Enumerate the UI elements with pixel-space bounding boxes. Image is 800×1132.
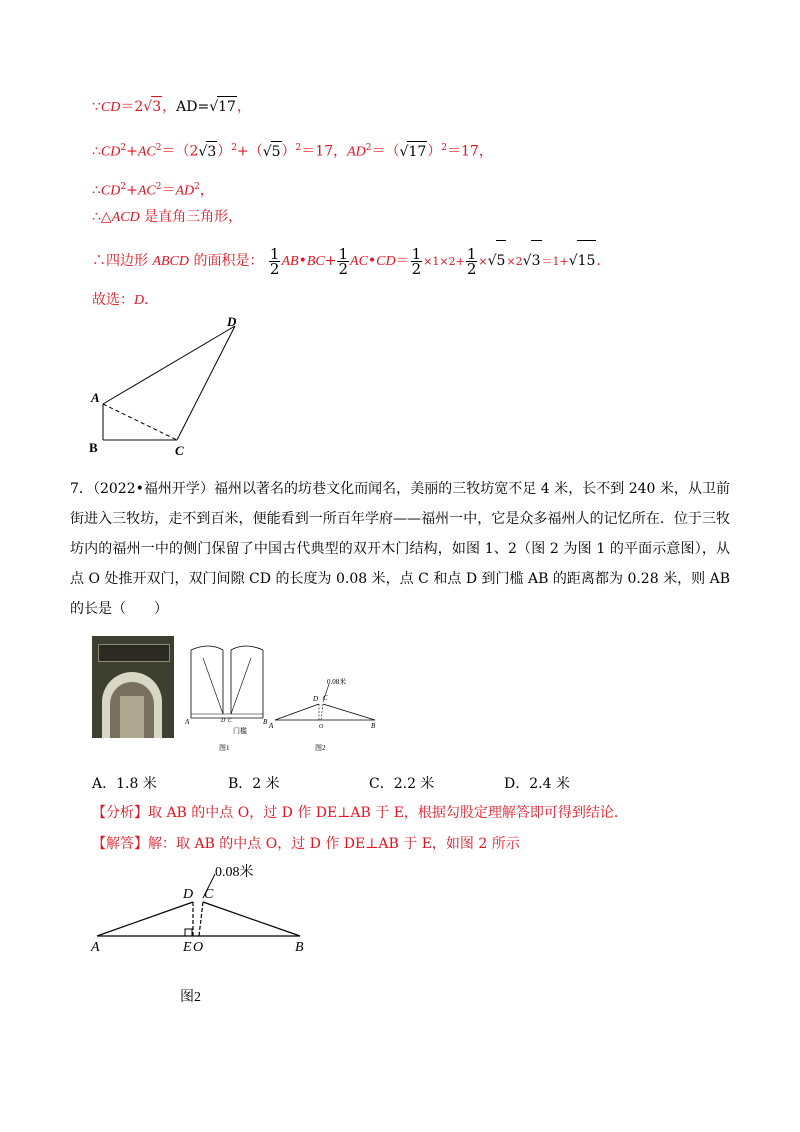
answer-choice: D — [134, 293, 145, 308]
plus: + — [324, 253, 337, 269]
period: ． — [596, 253, 611, 269]
var-ad: AD — [175, 183, 195, 199]
fig2-large-label-b: B — [295, 940, 304, 955]
quadrilateral-figure — [85, 312, 255, 462]
fraction-half: $\frac{1}{2}$ — [269, 244, 280, 278]
var-ac: AC — [350, 254, 368, 269]
sqrt-3: 3 — [151, 96, 162, 117]
sqrt-15: 15 — [577, 240, 597, 281]
times-expr: ×1×2+ — [423, 255, 465, 268]
var-ac: AC — [137, 144, 156, 160]
eq: ＝ — [395, 253, 410, 269]
fraction-half: $\frac{1}{2}$ — [338, 244, 349, 278]
fig2-small-label-d: D — [313, 695, 319, 703]
var-bc: BC — [306, 254, 325, 269]
answer-label: 故选： — [92, 292, 134, 308]
dot: • — [367, 253, 377, 269]
analysis-text: 取 AB 的中点 O，过 D 作 DE⊥AB 于 E，根据勾股定理解答即可得到结论． — [148, 805, 628, 821]
option-a[interactable]: A．1.8 米 — [92, 776, 157, 792]
plus: +（ — [236, 143, 263, 160]
fig1-label-d: D — [221, 718, 226, 724]
paren: ） — [427, 143, 442, 160]
var-cd: CD — [100, 144, 121, 160]
solution-text: 解：取 AB 的中点 O，过 D 作 DE⊥AB 于 E，如图 2 所示 — [148, 836, 520, 852]
var-cd: CD — [100, 100, 121, 115]
analysis-tag: 【分析】 — [92, 805, 148, 821]
dot: • — [298, 253, 307, 269]
times: × — [478, 255, 488, 268]
fig2-small-caption: 图2 — [315, 744, 326, 752]
option-d[interactable]: D．2.4 米 — [504, 776, 570, 792]
figure-1-small — [183, 640, 273, 755]
analysis-line — [92, 803, 628, 823]
result: ＝1+ — [541, 255, 569, 268]
var-ac: AC — [137, 183, 156, 199]
label-b: B — [89, 440, 98, 455]
fig2-small-label-b: B — [371, 722, 376, 730]
eq-17: ＝17， — [301, 143, 348, 160]
eq-17: ＝17， — [447, 143, 493, 160]
plus: + — [126, 143, 138, 160]
fig1-label-c: C — [228, 718, 233, 724]
plus: + — [126, 182, 138, 199]
solution-tag: 【解答】 — [92, 836, 148, 852]
right-triangle-text: 是直角三角形， — [139, 209, 243, 225]
gate-photo — [92, 636, 174, 738]
var-acd: ACD — [111, 210, 140, 225]
fig2-small-gap-label: 0.08米 — [327, 678, 347, 686]
var-cd: CD — [376, 254, 396, 269]
var-ab: AB — [281, 254, 299, 269]
label-a: A — [91, 390, 100, 405]
fig2-large-label-a: A — [91, 940, 100, 955]
square: 2 — [120, 143, 127, 153]
area-prefix: ∴四边形 — [92, 253, 153, 269]
fig2-large-label-c: C — [204, 887, 214, 902]
period: ． — [144, 292, 159, 308]
solution-line-2: $\therefore CD^2+AC^2=(2√3)^2+(√5)^2=17$，$AD^2=(√17)^2=17$， — [92, 138, 493, 163]
comma: ， — [236, 99, 251, 115]
therefore-symbol: ∴ — [92, 182, 101, 199]
eq: ＝（2 — [161, 143, 199, 160]
fig2-large-label-d: D — [183, 887, 194, 902]
fig2-small-label-a: A — [269, 722, 274, 730]
sqrt-5: 5 — [271, 141, 282, 162]
fig1-label-b: B — [263, 718, 268, 726]
fig2-large-label-o: O — [193, 940, 204, 955]
question-7 — [70, 474, 730, 624]
var-cd: CD — [100, 183, 121, 199]
question-text: （2022•福州开学）福州以著名的坊巷文化而闻名，美丽的三牧坊宽不足 4 米，长不到 240 米，从卫前街进入三牧坊，走不到百米，便能看到一所百年学府——福州一中，它是众多福州人的记忆所在．位于三牧坊内的福州一中的侧门保留了中国古代典型的双开木门结构，如图 1、2（图 2 为图 1 的平面示意图），从点 O 处推开双门，双门间隙 CD 的长度为 0.08 米，点 C 和点 D 到门槛 AB 的距离都为 0.28 米，则 AB 的长是（ ） — [70, 481, 730, 617]
fig1-label-a: A — [185, 718, 190, 726]
sqrt-17: 17 — [407, 141, 427, 162]
option-b[interactable]: B．2 米 — [228, 776, 280, 792]
eq: ＝（ — [371, 143, 400, 160]
label-c: C — [175, 443, 184, 458]
fig2-small-label-o: O — [319, 724, 324, 730]
comma: ， — [162, 99, 177, 115]
eq: = — [197, 99, 210, 115]
fig2-large-label-e: E — [183, 940, 192, 955]
fig1-threshold-label: 门槛 — [233, 727, 247, 735]
solution-line — [92, 834, 520, 854]
solution-line-3: $\therefore CD^2+AC^2=AD^2$， — [92, 182, 214, 199]
sqrt-3: 3 — [206, 141, 217, 162]
var-ad: AD — [347, 144, 366, 160]
fraction-half: $\frac{1}{2}$ — [411, 244, 422, 278]
option-c[interactable]: C．2.2 米 — [369, 776, 435, 792]
area-mid: 的面积是： — [189, 253, 264, 269]
paren: ） — [281, 143, 296, 160]
paren: ） — [217, 143, 232, 160]
sqrt-3: 3 — [531, 240, 542, 281]
therefore-triangle: ∴△ — [92, 209, 112, 225]
label-d: D — [227, 314, 237, 329]
sqrt-17: 17 — [217, 96, 237, 117]
figure-2-small — [265, 670, 385, 755]
solution-line-4 — [92, 207, 242, 228]
eq: ＝2 — [120, 99, 144, 115]
because-symbol: ∵ — [92, 99, 101, 115]
therefore-symbol: ∴ — [92, 143, 101, 160]
solution-line-1: ∵CD＝2√3，AD=√17， — [92, 96, 251, 118]
question-number: 7． — [70, 481, 93, 497]
fraction-half: $\frac{1}{2}$ — [466, 244, 477, 278]
answer-line — [92, 290, 158, 311]
eq: ＝ — [161, 182, 176, 199]
fig2-large-caption: 图2 — [180, 990, 201, 1005]
times: ×2 — [506, 255, 523, 268]
fig2-small-label-c: C — [323, 694, 328, 702]
figure-2-large — [85, 858, 325, 1008]
comma: ， — [199, 182, 214, 199]
var-abcd: ABCD — [152, 254, 190, 269]
sqrt-5: 5 — [496, 240, 507, 281]
fig2-large-gap-label: 0.08米 — [215, 865, 254, 880]
var-ad: AD — [176, 99, 198, 115]
solution-line-5: ∴四边形 ABCD 的面积是： $\frac{1}{2}$ AB•BC+ $\frac{1}{2}$ AC•CD＝ $\frac{1}{2}$ ×1×2+ $\frac{1}{2}$ ×√5×2√3＝1+√15． — [92, 240, 610, 282]
fig1-caption: 图1 — [219, 744, 230, 752]
